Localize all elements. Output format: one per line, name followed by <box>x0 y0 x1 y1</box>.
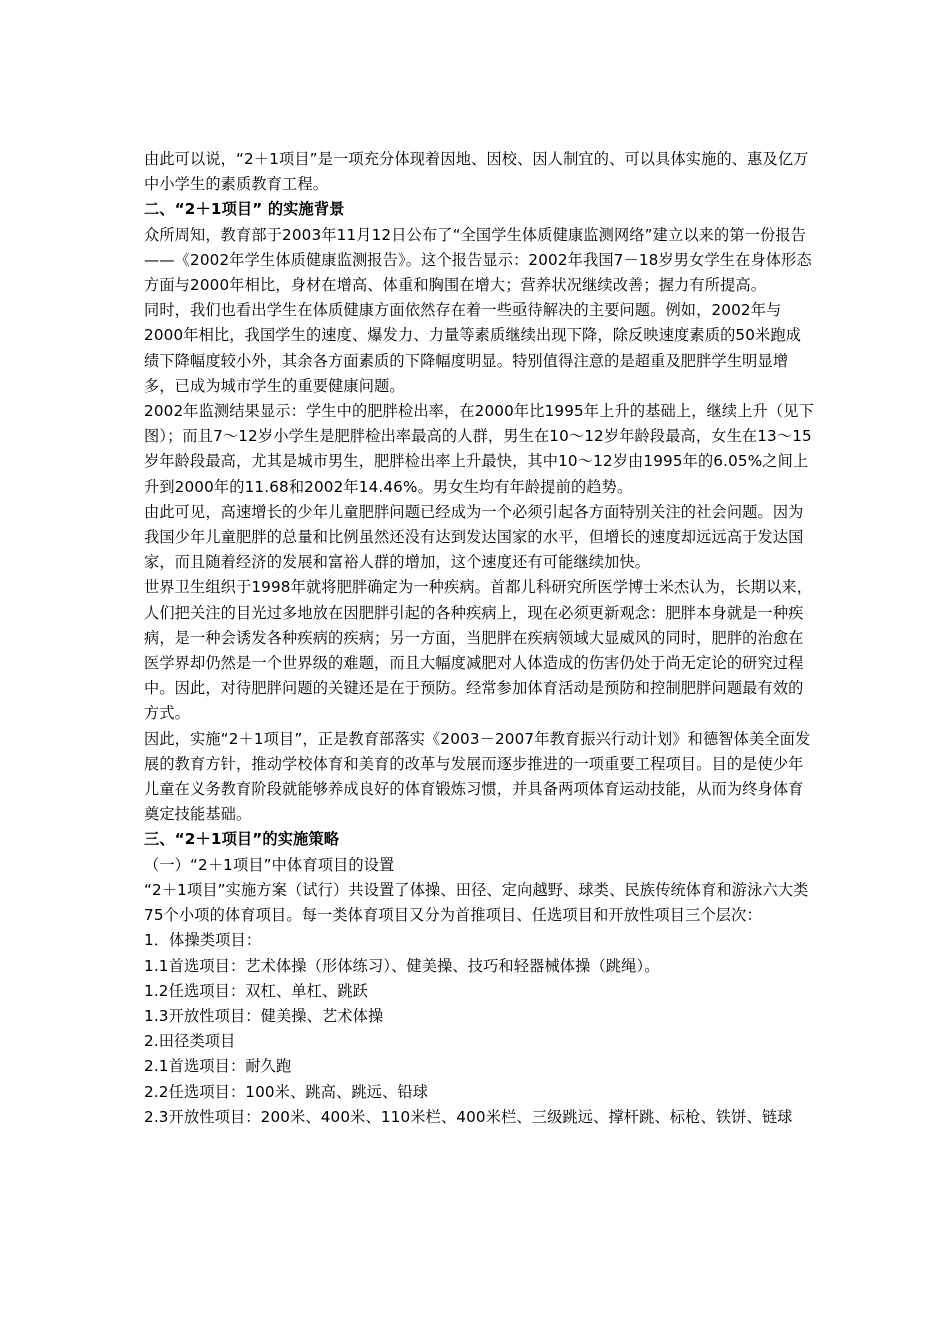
document-body <box>144 147 816 1130</box>
paragraph: 由此可见，高速增长的少年儿童肥胖问题已经成为一个必须引起各方面特别关注的社会问题。因为我国少年儿童肥胖的总量和比例虽然还没有达到发达国家的水平，但增长的速度却远远高于发达国家，而且随着经济的发展和富裕人群的增加，这个速度还有可能继续加快。 <box>144 502 804 572</box>
list-item: 2.2任选项目：100米、跳高、跳远、铅球 <box>144 1082 429 1101</box>
list-item: 2.田径类项目 <box>144 1032 236 1051</box>
list-item: 1.1首选项目：艺术体操（形体练习）、健美操、技巧和轻器械体操（跳绳）。 <box>144 956 660 975</box>
paragraph: 由此可以说，“2＋1项目”是一项充分体现着因地、因校、因人制宜的、可以具体实施的、惠及亿万中小学生的素质教育工程。 <box>144 150 809 194</box>
subsection-heading: （一）“2＋1项目”中体育项目的设置 <box>144 855 395 874</box>
section-heading: 三、“2＋1项目”的实施策略 <box>144 830 340 849</box>
list-item: 1．体操类项目： <box>144 931 262 950</box>
paragraph: “2＋1项目”实施方案（试行）共设置了体操、田径、定向越野、球类、民族传统体育和游泳六大类75个小项的体育项目。每一类体育项目又分为首推项目、任选项目和开放性项目三个层次： <box>144 880 809 925</box>
list-item: 1.2任选项目：双杠、单杠、跳跃 <box>144 981 368 1000</box>
list-item: 1.3开放性项目：健美操、艺术体操 <box>144 1006 384 1025</box>
paragraph: 2002年监测结果显示：学生中的肥胖检出率，在2000年比1995年上升的基础上，继续上升（见下图）；而且7～12岁小学生是肥胖检出率最高的人群，男生在10～12岁年龄段最高，女生在13～15岁年龄段最高，尤其是城市男生，肥胖检出率上升最快，其中10～12岁由1995年的6.05%之间上升到2000年的11.68和2002年14.46%。男女生均有年龄提前的趋势。 <box>144 402 814 496</box>
paragraph: 同时，我们也看出学生在体质健康方面依然存在着一些亟待解决的主要问题。例如，2002年与2000年相比，我国学生的速度、爆发力、力量等素质继续出现下降，除反映速度素质的50米跑成绩下降幅度较小外，其余各方面素质的下降幅度明显。特别值得注意的是超重及肥胖学生明显增多，已成为城市学生的重要健康问题。 <box>144 301 802 395</box>
list-item: 2.3开放性项目：200米、400米、110米栏、400米栏、三级跳远、撑杆跳、标枪、铁饼、链球 <box>144 1107 793 1126</box>
paragraph: 众所周知，教育部于2003年11月12日公布了“全国学生体质健康监测网络”建立以来的第一份报告——《2002年学生体质健康监测报告》。这个报告显示：2002年我国7－18岁男女学生在身体形态方面与2000年相比，身材在增高、体重和胸围在增大；营养状况继续改善；握力有所提高。 <box>144 225 812 295</box>
paragraph: 因此，实施“2＋1项目”，正是教育部落实《2003－2007年教育振兴行动计划》和德智体美全面发展的教育方针，推动学校体育和美育的改革与发展而逐步推进的一项重要工程项目。目的是使少年儿童在义务教育阶段就能够养成良好的体育锻炼习惯，并具备两项体育运动技能，从而为终身体育奠定技能基础。 <box>144 729 811 824</box>
section-heading: 二、“2＋1项目” 的实施背景 <box>144 200 345 219</box>
paragraph: 世界卫生组织于1998年就将肥胖确定为一种疾病。首都儿科研究所医学博士米杰认为，长期以来，人们把关注的目光过多地放在因肥胖引起的各种疾病上，现在必须更新观念：肥胖本身就是一种疾病，是一种会诱发各种疾病的疾病；另一方面，当肥胖在疾病领域大显威风的同时，肥胖的治愈在医学界却仍然是一个世界级的难题，而且大幅度减肥对人体造成的伤害仍处于尚无定论的研究过程中。因此，对待肥胖问题的关键还是在于预防。经常参加体育活动是预防和控制肥胖问题最有效的方式。 <box>144 578 813 723</box>
list-item: 2.1首选项目：耐久跑 <box>144 1057 292 1076</box>
